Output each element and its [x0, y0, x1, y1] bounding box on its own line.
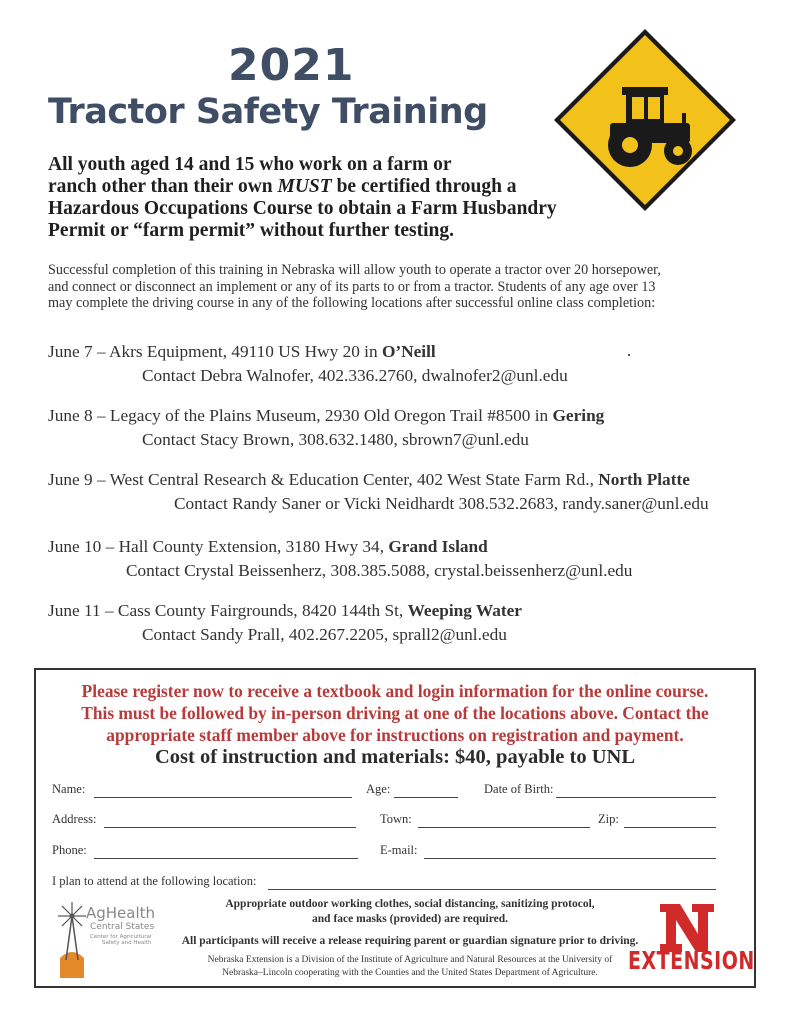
location-contact: Contact Debra Walnofer, 402.336.2760, dwalnofer2@unl.edu [142, 366, 568, 385]
location-city: O’Neill [381, 342, 436, 361]
aghealth-logo [52, 898, 172, 978]
registration-notice: Please register now to receive a textbook and login information for the online course. This must be followed by in-person driving at one of the locations above. Contact the appropriate staff member above for instructions on registration and payment. [81, 681, 709, 745]
location-contact: Contact Sandy Prall, 402.267.2205, sprall2@unl.edu [142, 625, 507, 644]
page-title: Tractor Safety Training [48, 92, 488, 132]
aghealth-title: AgHealth [86, 904, 156, 922]
location-field[interactable] [268, 889, 716, 890]
intro-line-4: Permit or “farm permit” without further testing. [48, 220, 454, 241]
location-city: Grand Island [388, 537, 488, 556]
location-city: Gering [552, 406, 605, 425]
name-field[interactable] [94, 797, 352, 798]
address-field[interactable] [104, 827, 356, 828]
location-item: June 10 – Hall County Extension, 3180 Hwy 34, Grand Island Contact Crystal Beissenherz, 308.385.5088, crystal.beissenherz@unl.edu [48, 537, 633, 580]
dob-field[interactable] [556, 797, 716, 798]
dob-label: Date of Birth: [484, 782, 554, 796]
location-contact: Contact Stacy Brown, 308.632.1480, sbrown7@unl.edu [142, 430, 529, 449]
email-field[interactable] [424, 858, 716, 859]
town-field[interactable] [418, 827, 590, 828]
zip-field[interactable] [624, 827, 716, 828]
intro-line-3: Hazardous Occupations Course to obtain a Farm Husbandry [48, 198, 557, 219]
location-contact: Contact Crystal Beissenherz, 308.385.5088, crystal.beissenherz@unl.edu [126, 561, 633, 580]
location-item: June 8 – Legacy of the Plains Museum, 2930 Old Oregon Trail #8500 in Gering Contact Stacy Brown, 308.632.1480, sbrown7@unl.edu [48, 406, 605, 449]
extension-disclaimer: Nebraska Extension is a Division of the Institute of Agriculture and Natural Resources at the University of Nebraska–Lincoln cooperating with the Counties and the United States Department of Agriculture. [207, 955, 613, 978]
intro-statement [48, 154, 608, 242]
intro-line-2: ranch other than their own MUST be certified through a [48, 176, 517, 197]
location-contact: Contact Randy Saner or Vicki Neidhardt 308.532.2683, randy.saner@unl.edu [174, 494, 709, 513]
scan-dot [628, 354, 630, 356]
aghealth-tagline: Center for Agricultural Safety and Health [90, 934, 152, 946]
name-label: Name: [52, 782, 86, 796]
phone-label: Phone: [52, 843, 87, 857]
location-city: North Platte [598, 470, 690, 489]
location-item: June 9 – West Central Research & Education Center, 402 West State Farm Rd., North Platte Contact Randy Saner or Vicki Neidhardt 308.532.2683, randy.saner@unl.edu [48, 470, 709, 513]
aghealth-subtitle: Central States [90, 922, 155, 932]
description: Successful completion of this training in Nebraska will allow youth to operate a tractor over 20 horsepower, and connect or disconnect an implement or any of its parts to or from a tractor. Students of any age over 13 may complete the driving course in any of the following locations after successful online class completion: [48, 262, 661, 311]
zip-label: Zip: [598, 812, 619, 826]
age-field[interactable] [394, 797, 458, 798]
intro-emphasis: MUST [277, 176, 332, 197]
town-label: Town: [380, 812, 412, 826]
release-note: All participants will receive a release requiring parent or guardian signature prior to driving. [181, 935, 639, 947]
age-label: Age: [366, 782, 391, 796]
intro-line-1: All youth aged 14 and 15 who work on a farm or [48, 154, 452, 175]
location-item: June 11 – Cass County Fairgrounds, 8420 144th St, Weeping Water Contact Sandy Prall, 402.267.2205, sprall2@unl.edu [48, 601, 522, 644]
location-city: Weeping Water [407, 601, 522, 620]
cost-statement: Cost of instruction and materials: $40, payable to UNL [154, 746, 636, 768]
location-label: I plan to attend at the following location: [52, 874, 257, 888]
address-label: Address: [52, 812, 97, 826]
extension-label: EXTENSION [628, 946, 755, 976]
email-label: E-mail: [380, 843, 418, 857]
location-item: June 7 – Akrs Equipment, 49110 US Hwy 20 in O’Neill Contact Debra Walnofer, 402.336.2760, dwalnofer2@unl.edu [48, 342, 568, 385]
title-year: 2021 [228, 40, 355, 91]
phone-field[interactable] [94, 858, 358, 859]
safety-requirements: Appropriate outdoor working clothes, social distancing, sanitizing protocol, and face masks (provided) are required. [225, 898, 595, 925]
